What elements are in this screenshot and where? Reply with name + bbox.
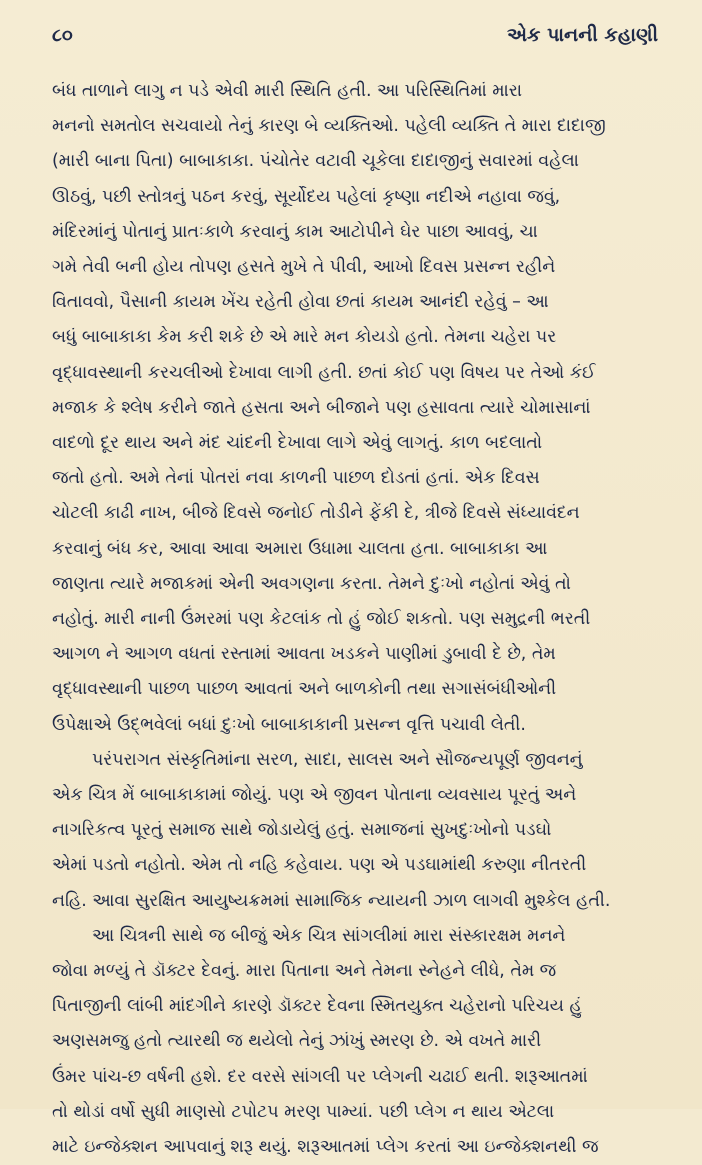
text-line: જતો હતો. અમે તેનાં પોતરાં નવા કાળની પાછળ દોડતાં હતાં. એક દિવસ	[52, 468, 540, 489]
text-line: ચોટલી કાઢી નાખ, બીજે દિવસે જનોઈ તોડીને ફેંકી દે, ત્રીજે દિવસે સંધ્યાવંદન	[52, 503, 580, 524]
body-text	[52, 74, 658, 1165]
text-line: જોવા મળ્યું તે ડૉક્ટર દેવનું. મારા પિતાના અને તેમના સ્નેહને લીધે, તેમ જ	[52, 961, 557, 982]
page-header	[52, 24, 658, 60]
text-line: કરવાનું બંધ કર, આવા આવા અમારા ઉધામા ચાલતા હતા. બાબાકાકા આ	[52, 538, 548, 559]
text-line: બંધ તાળાને લાગુ ન પડે એવી મારી સ્થિતિ હતી. આ પરિસ્થિતિમાં મારા	[52, 81, 523, 101]
page-number: ૮૦	[52, 25, 73, 46]
text-line: આ ચિત્રની સાથે જ બીજું એક ચિત્ર સાંગલીમાં મારા સંસ્કારક્ષમ મનને	[92, 925, 566, 946]
text-line: ઉપેક્ષાએ ઉદ્ભવેલાં બધાં દુઃખો બાબાકાકાની પ્રસન્ન વૃત્તિ પચાવી લેતી.	[52, 714, 526, 735]
text-line: માટે ઇન્જેક્શન આપવાનું શરૂ થયું. શરૂઆતમાં પ્લેગ કરતાં આ ઇન્જેક્શનથી જ	[52, 1137, 599, 1158]
text-line: એમાં પડતો નહોતો. એમ તો નહિ કહેવાય. પણ એ પડઘામાંથી કરુણા નીતરતી	[52, 855, 587, 876]
text-line: વિતાવવો, પૈસાની કાયમ ખેંચ રહેતી હોવા છતાં કાયમ આનંદી રહેવું – આ	[52, 292, 549, 313]
paragraph	[52, 743, 658, 919]
text-line: જાણતા ત્યારે મજાકમાં એની અવગણના કરતા. તેમને દુઃખો નહોતાં એવું તો	[52, 573, 571, 594]
text-line: મંદિરમાંનું પોતાનું પ્રાતઃકાળે કરવાનું કામ આટોપીને ઘેર પાછા આવવું, ચા	[52, 221, 538, 242]
running-title: એક પાનની કહાણી	[507, 24, 658, 46]
text-line: બધું બાબાકાકા કેમ કરી શકે છે એ મારે મન કોયડો હતો. તેમના ચહેરા પર	[52, 327, 557, 348]
text-line: તો થોડાં વર્ષો સુધી માણસો ટપોટપ મરણ પામ્યાં. પછી પ્લેગ ન થાય એટલા	[52, 1101, 555, 1122]
text-line: વાદળો દૂર થાય અને મંદ ચાંદની દેખાવા લાગે એવું લાગતું. કાળ બદલાતો	[52, 433, 543, 454]
paragraph	[52, 919, 658, 1165]
text-line: નાગરિકત્વ પૂરતું સમાજ સાથે જોડાયેલું હતું. સમાજનાં સુખદુઃખોનો પડઘો	[52, 820, 552, 841]
text-line: પિતાજીની લાંબી માંદગીને કારણે ડૉક્ટર દેવના સ્મિતયુક્ત ચહેરાનો પરિચય હું	[52, 996, 582, 1017]
text-line: મનનો સમતોલ સચવાયો તેનું કારણ બે વ્યક્તિઓ. પહેલી વ્યક્તિ તે મારા દાદાજી	[52, 116, 606, 137]
text-line: વૃદ્ધાવસ્થાની કરચલીઓ દેખાવા લાગી હતી. છતાં કોઈ પણ વિષય પર તેઓ કંઈ	[52, 362, 596, 383]
text-line: વૃદ્ધાવસ્થાની પાછળ પાછળ આવતાં અને બાળકોની તથા સગાસંબંધીઓની	[52, 679, 557, 700]
text-line: (મારી બાના પિતા) બાબાકાકા. પંચોતેર વટાવી ચૂકેલા દાદાજીનું સવારમાં વહેલા	[52, 151, 579, 172]
paragraph	[52, 74, 658, 743]
text-line: ઉંમર પાંચ-છ વર્ષની હશે. દર વરસે સાંગલી પર પ્લેગની ચઢાઈ થતી. શરૂઆતમાં	[52, 1066, 588, 1087]
text-line: ઊઠવું, પછી સ્તોત્રનું પઠન કરવું, સૂર્યોદય પહેલાં કૃષ્ણા નદીએ નહાવા જવું,	[52, 186, 561, 207]
text-line: ગમે તેવી બની હોય તોપણ હસતે મુખે તે પીવી, આખો દિવસ પ્રસન્ન રહીને	[52, 257, 556, 278]
text-line: એક ચિત્ર મેં બાબાકાકામાં જોયું. પણ એ જીવન પોતાના વ્યવસાય પૂરતું અને	[52, 785, 577, 806]
text-line: આગળ ને આગળ વધતાં રસ્તામાં આવતા ખડકને પાણીમાં ડુબાવી દે છે, તેમ	[52, 644, 556, 665]
text-line: નહિ. આવા સુરક્ષિત આયુષ્યક્રમમાં સામાજિક ન્યાયની ઝાળ લાગવી મુશ્કેલ હતી.	[52, 890, 611, 911]
text-line: અણસમજુ હતો ત્યારથી જ થયેલો તેનું ઝાંખું સ્મરણ છે. એ વખતે મારી	[52, 1031, 542, 1052]
text-line: મજાક કે શ્લેષ કરીને જાતે હસતા અને બીજાને પણ હસાવતા ત્યારે ચોમાસાનાં	[52, 397, 591, 418]
text-line: નહોતું. મારી નાની ઉંમરમાં પણ કેટલાંક તો હું જોઈ શકતો. પણ સમુદ્રની ભરતી	[52, 609, 591, 630]
text-line: પરંપરાગત સંસ્કૃતિમાંના સરળ, સાદા, સાલસ અને સૌજન્યપૂર્ણ જીવનનું	[92, 749, 583, 770]
